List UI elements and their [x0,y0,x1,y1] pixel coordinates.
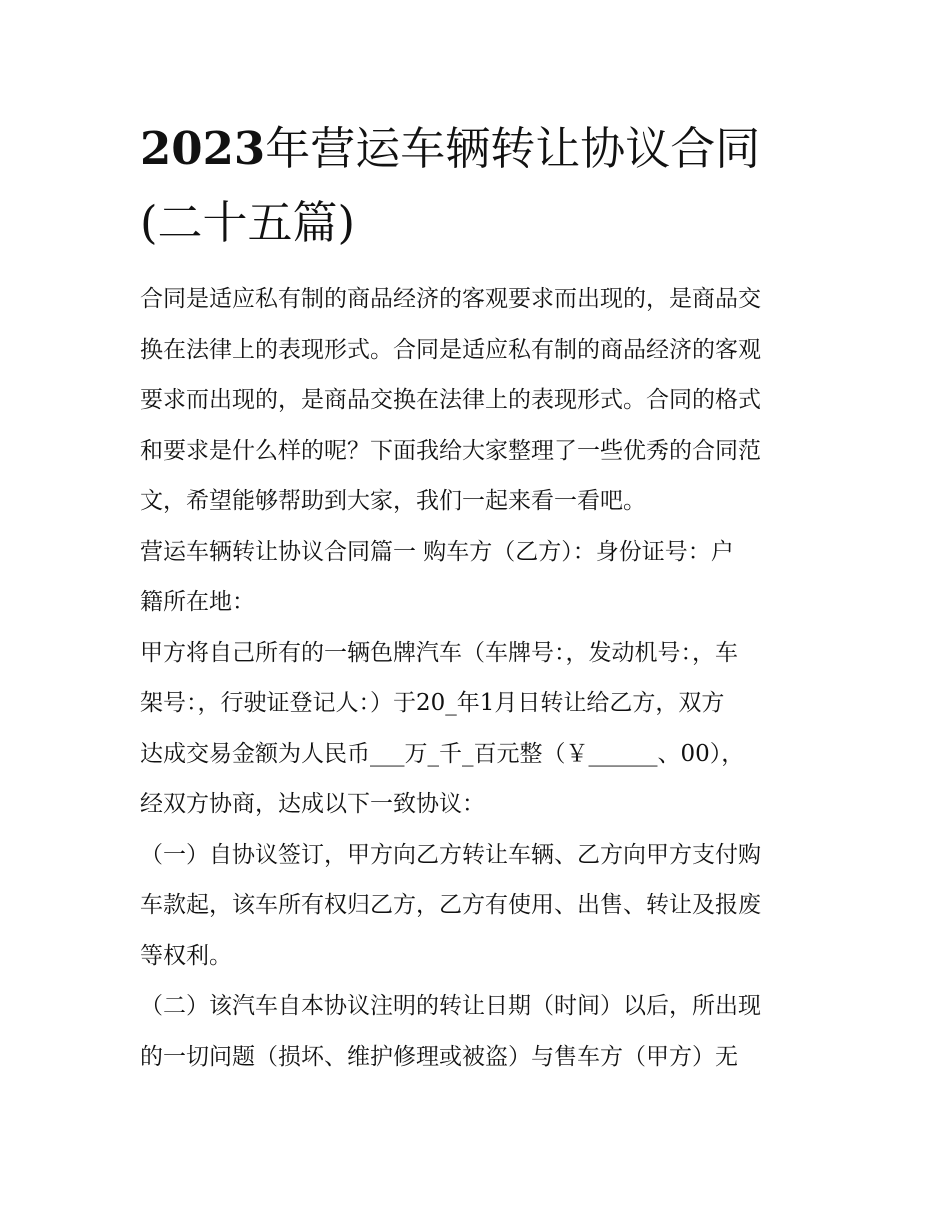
document-body [140,274,812,1082]
paragraph-transfer [140,628,812,830]
title-line-1 [140,112,812,186]
paragraph-clause-1 [140,830,812,982]
title-year: 2023 [140,122,266,175]
paragraph-line: 合同是适应私有制的商品经济的客观要求而出现的，是商品交 [140,286,761,312]
paragraph-line: 经双方协商，达成以下一致协议： [140,791,485,817]
paragraph-clause-2 [140,981,812,1082]
paragraph-line: 等权利。 [140,942,232,969]
paragraph-line: 和要求是什么样的呢？下面我给大家整理了一些优秀的合同范 [140,437,761,464]
paragraph-line: 车款起，该车所有权归乙方，乙方有使用、出售、转让及报废 [140,892,761,918]
paragraph-line: 达成交易金额为人民币___万_千_百元整（￥______、00）， [140,740,745,767]
document-content [140,112,812,1082]
paragraph-line: 架号：，行驶证登记人：）于20_年1月日转让给乙方，双方 [140,690,725,716]
paragraph-line: 的一切问题（损坏、维护修理或被盗）与售车方（甲方）无 [140,1043,738,1070]
paragraph-buyer [140,527,812,628]
paragraph-line: （一）自协议签订，甲方向乙方转让车辆、乙方向甲方支付购 [140,841,761,868]
paragraph-line: 要求而出现的，是商品交换在法律上的表现形式。合同的格式 [140,387,761,413]
document-title [140,112,812,260]
paragraph-line: （二）该汽车自本协议注明的转让日期（时间）以后，所出现 [140,993,761,1019]
paragraph-line: 换在法律上的表现形式。合同是适应私有制的商品经济的客观 [140,336,761,363]
paragraph-line: 籍所在地： [140,589,255,615]
paragraph-line: 甲方将自己所有的一辆色牌汽车（车牌号：，发动机号：，车 [140,639,738,666]
title-line-1-rest: 年营运车辆转让协议合同 [265,122,761,175]
paragraph-line: 营运车辆转让协议合同篇一 购车方（乙方）：身份证号：户 [140,538,734,565]
title-line-2: (二十五篇) [140,196,356,249]
paragraph-line: 文，希望能够帮助到大家，我们一起来看一看吧。 [140,488,646,514]
paragraph-intro [140,274,812,527]
